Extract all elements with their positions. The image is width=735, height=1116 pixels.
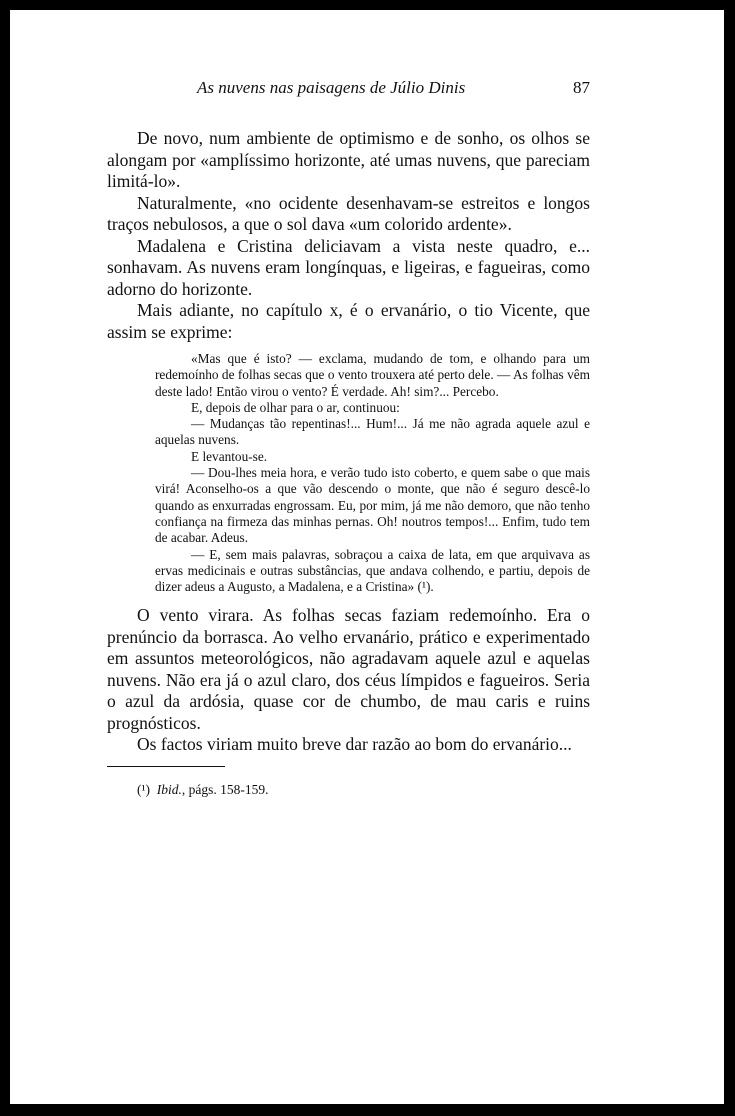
- quote-paragraph: E, depois de olhar para o ar, continuou:: [191, 399, 400, 415]
- footnote-marker: (¹): [137, 781, 151, 797]
- paragraph: De novo, num ambiente de optimismo e de sonho, os olhos se alongam por «amplíssimo horizonte, até umas nuvens, que pareciam limitá-lo».: [107, 128, 590, 191]
- book-page: [10, 10, 724, 1104]
- footnote-reference: Ibid.: [156, 781, 182, 797]
- paragraph: Madalena e Cristina deliciavam a vista neste quadro, e... sonhavam. As nuvens eram longínquas, e ligeiras, e fagueiras, como adorno do horizonte.: [107, 235, 590, 299]
- paragraph: Mais adiante, no capítulo x, é o ervanário, o tio Vicente, que assim se exprime:: [107, 300, 590, 342]
- footnote: [107, 781, 590, 798]
- footnote-rule: [107, 766, 225, 767]
- running-head: [107, 78, 590, 102]
- quote-paragraph: — Dou-lhes meia hora, e verão tudo isto coberto, e quem sabe o que mais virá! Aconselho-os a que vão descendo o monte, que não é seguro descê-lo quando as enxurradas engrossam. Eu, por mim, já me não demoro, que não tenho confiança na firmeza das minhas pernas. Oh! noutros tempos!... Enfim, tudo tem de acabar. Adeus.: [155, 465, 590, 546]
- body-text: [107, 128, 590, 798]
- quote-paragraph: — Mudanças tão repentinas!... Hum!... Já me não agrada aquele azul e aquelas nuvens.: [155, 416, 590, 448]
- quote-paragraph: — E, sem mais palavras, sobraçou a caixa de lata, em que arquivava as ervas medicinais e outras substâncias, que andava colhendo, e partiu, depois de dizer adeus a Augusto, a Madalena, e a Cristina» (¹).: [155, 546, 590, 595]
- paragraph: Os factos viriam muito breve dar razão ao bom do ervanário...: [137, 734, 572, 755]
- running-title: As nuvens nas paisagens de Júlio Dinis: [197, 78, 466, 97]
- paragraph: O vento virara. As folhas secas faziam redemoínho. Era o prenúncio da borrasca. Ao velho ervanário, prático e experimentado em assuntos meteorológicos, não agradavam aquele azul e aquelas nuvens. Não era já o azul claro, dos céus límpidos e fagueiros. Seria o azul da ardósia, quase cor de chumbo, de mau caris e ruins prognósticos.: [107, 605, 590, 733]
- block-quote: [155, 351, 590, 595]
- quote-paragraph: «Mas que é isto? — exclama, mudando de tom, e olhando para um redemoínho de folhas secas que o vento trouxera até perto dele. — As folhas vêm deste lado! Então virou o vento? É verdade. Ah! sim?... Percebo.: [155, 351, 590, 399]
- quote-paragraph: E levantou-se.: [191, 448, 268, 464]
- page-number: 87: [573, 78, 590, 97]
- footnote-pages: , págs. 158-159.: [181, 781, 269, 797]
- paragraph: Naturalmente, «no ocidente desenhavam-se estreitos e longos traços nebulosos, a que o sol dava «um colorido ardente».: [107, 192, 590, 234]
- closing-paragraphs: [107, 605, 590, 756]
